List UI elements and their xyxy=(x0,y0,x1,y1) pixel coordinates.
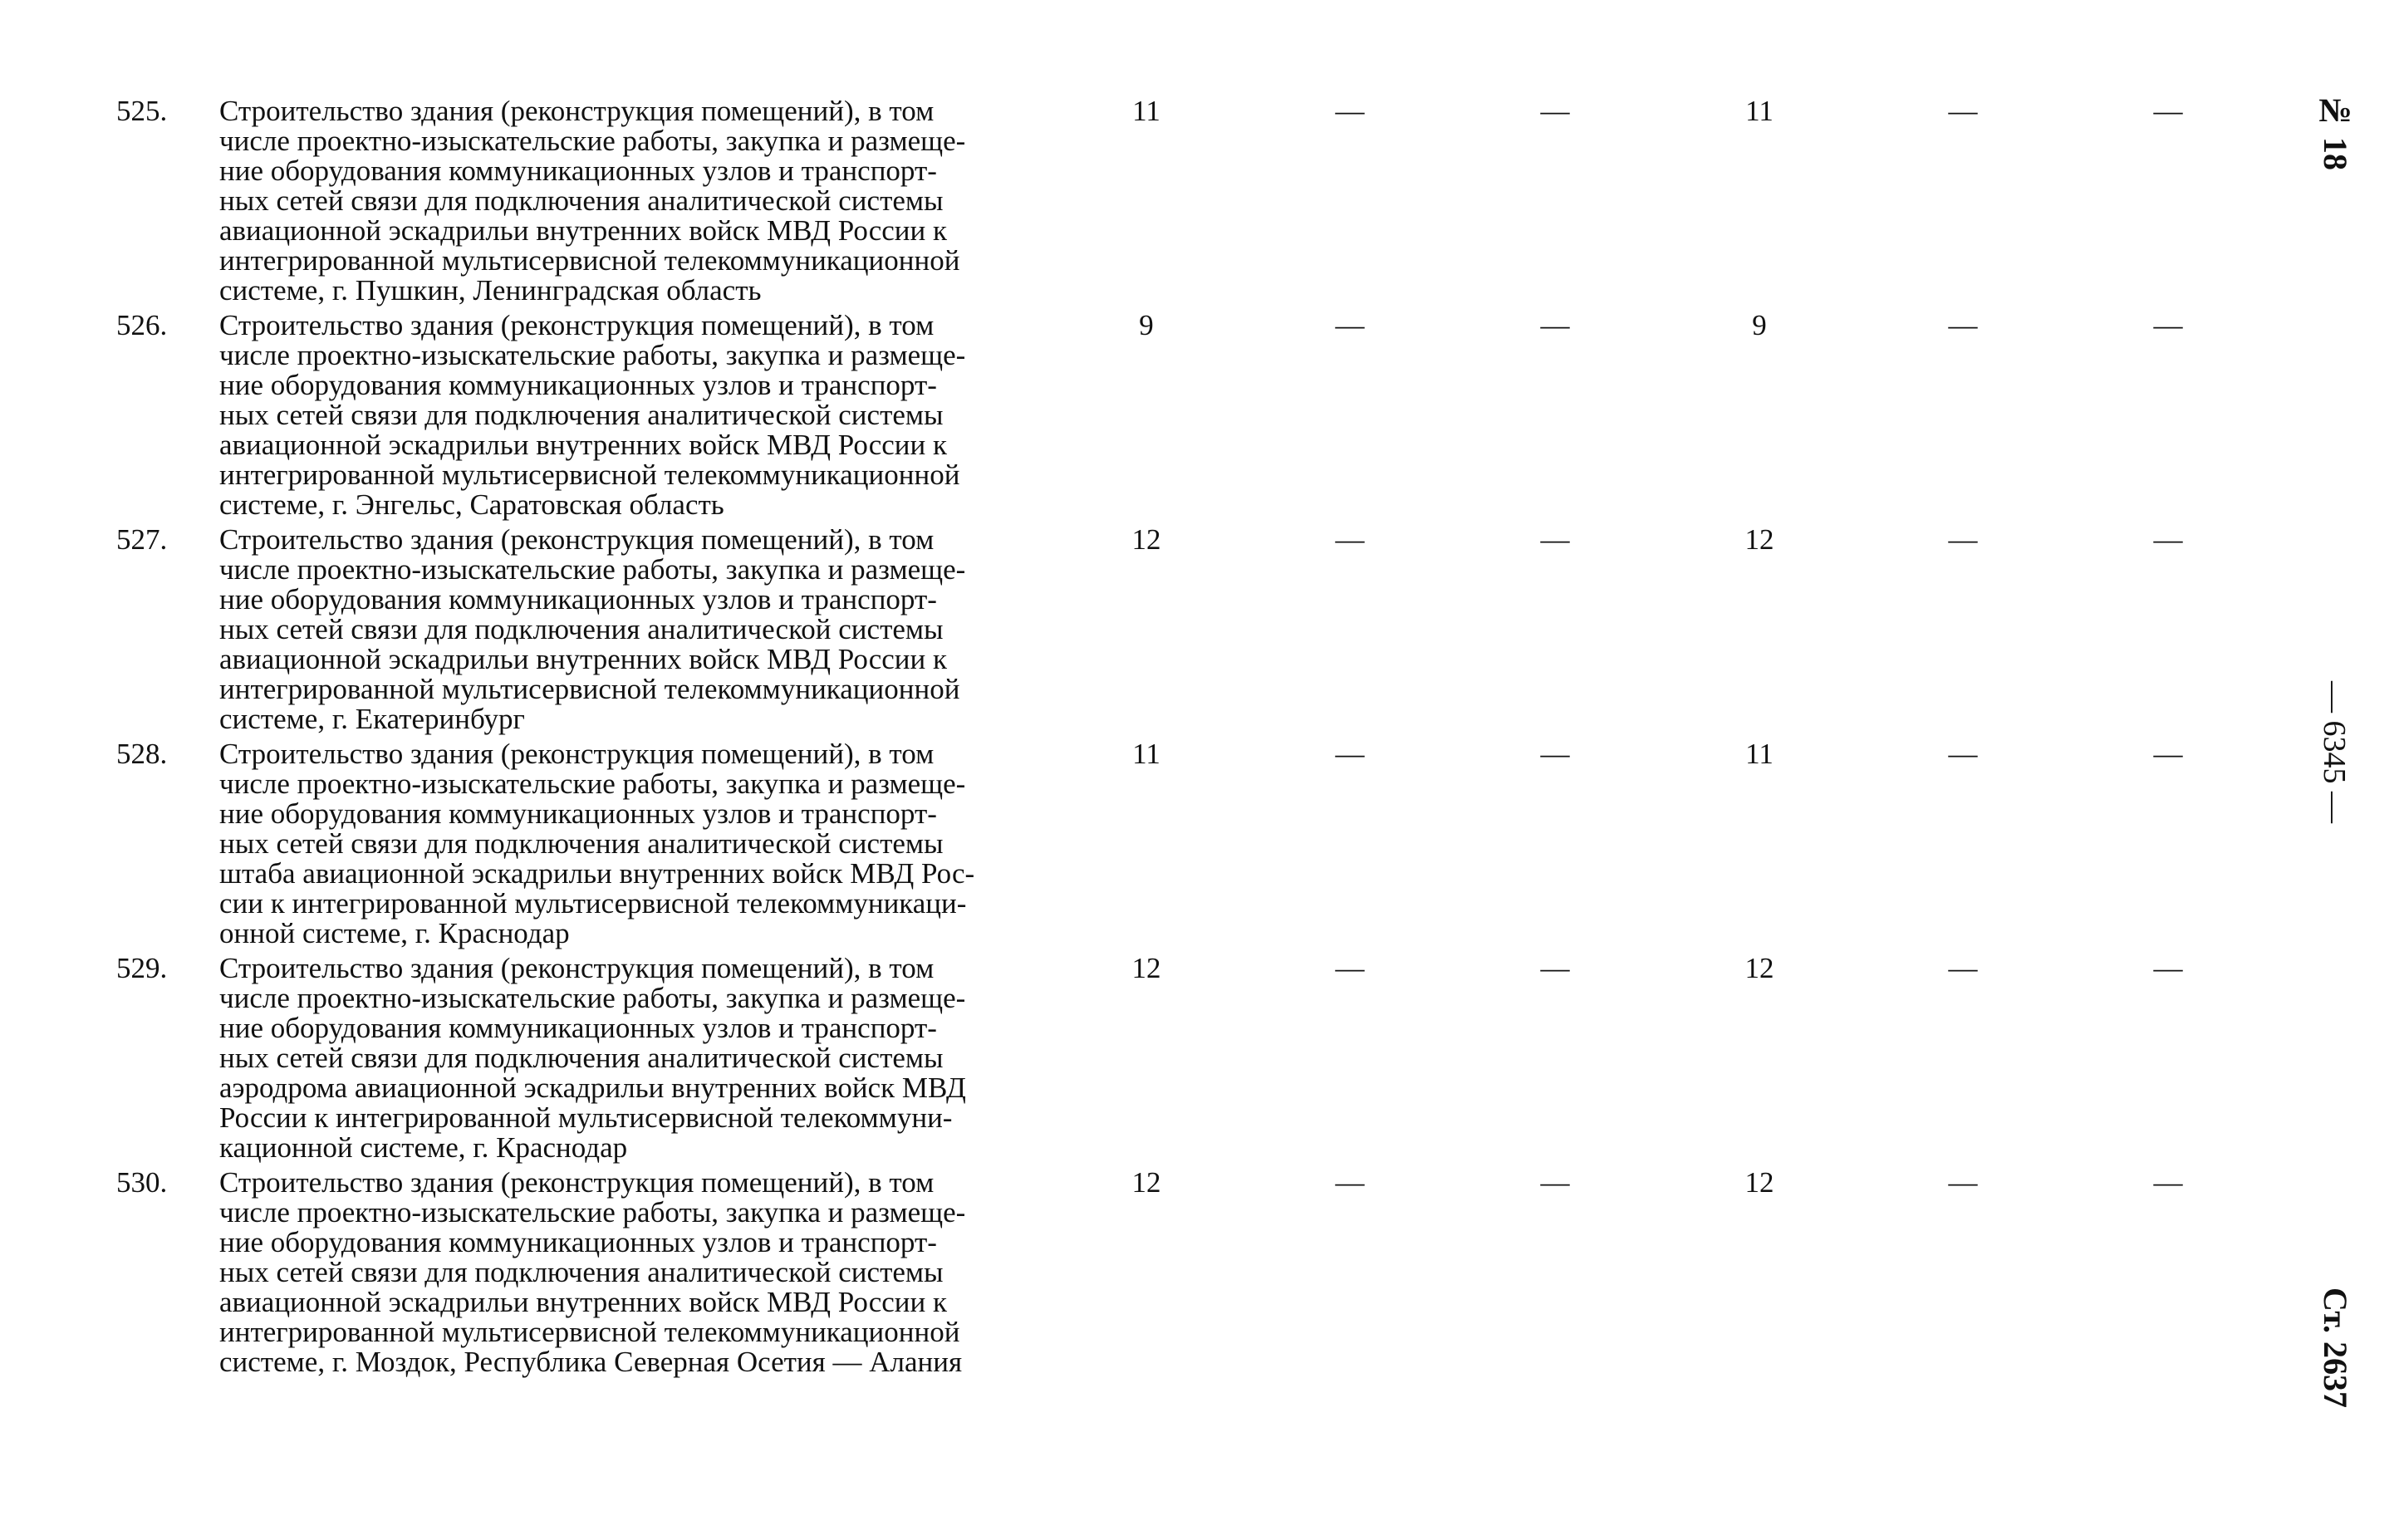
row-value-col-4: 11 xyxy=(1745,738,1774,770)
row-value-col-3: — xyxy=(1540,1166,1570,1199)
row-value-col-2: — xyxy=(1335,1166,1365,1199)
row-value-col-5: — xyxy=(1948,952,1978,984)
row-value-col-4: 12 xyxy=(1744,523,1774,556)
row-value-col-6: — xyxy=(2153,309,2183,341)
row-value-col-5: — xyxy=(1948,523,1978,556)
row-number: 528. xyxy=(116,738,168,770)
row-value-col-1: 9 xyxy=(1139,309,1154,341)
row-value-col-2: — xyxy=(1335,309,1365,341)
table-row xyxy=(0,739,2276,954)
row-value-col-1: 12 xyxy=(1131,523,1161,556)
row-description: Строительство здания (реконструкция помещений), в том числе проектно-изыскательские работы, закупка и размеще- ние оборудования коммуникационных узлов и транспорт- ных сетей связи для подключения аналитической системы авиационной эскадрильи внутренних войск МВД России к интегрированной мультисервисной телекоммуникационной системе, г. Пушкин, Ленинградская область xyxy=(219,95,966,307)
row-description: Строительство здания (реконструкция помещений), в том числе проектно-изыскательские работы, закупка и размеще- ние оборудования коммуникационных узлов и транспорт- ных сетей связи для подключения аналитической системы авиационной эскадрильи внутренних войск МВД России к интегрированной мультисервисной телекоммуникационной системе, г. Екатеринбург xyxy=(219,523,966,735)
row-value-col-6: — xyxy=(2153,1166,2183,1199)
row-value-col-6: — xyxy=(2153,738,2183,770)
row-value-col-2: — xyxy=(1335,523,1365,556)
row-value-col-2: — xyxy=(1335,952,1365,984)
article-number: Ст. 2637 xyxy=(2317,1287,2354,1408)
row-description: Строительство здания (реконструкция помещений), в том числе проектно-изыскательские работы, закупка и размеще- ние оборудования коммуникационных узлов и транспорт- ных сетей связи для подключения аналитической системы авиационной эскадрильи внутренних войск МВД России к интегрированной мультисервисной телекоммуникационной системе, г. Моздок, Республика Северная Осетия — Алания xyxy=(219,1166,966,1378)
row-value-col-3: — xyxy=(1540,738,1570,770)
row-value-col-3: — xyxy=(1540,523,1570,556)
row-number: 525. xyxy=(116,95,168,127)
row-value-col-1: 12 xyxy=(1131,952,1161,984)
table-row xyxy=(0,1168,2276,1382)
row-number: 527. xyxy=(116,523,168,556)
page-number: — 6345 — xyxy=(2317,681,2352,823)
row-value-col-1: 11 xyxy=(1132,95,1160,127)
row-value-col-5: — xyxy=(1948,95,1978,127)
row-number: 529. xyxy=(116,952,168,984)
row-value-col-6: — xyxy=(2153,523,2183,556)
table-row xyxy=(0,311,2276,525)
row-value-col-2: — xyxy=(1335,738,1365,770)
row-value-col-6: — xyxy=(2153,952,2183,984)
row-number: 526. xyxy=(116,309,168,341)
row-description: Строительство здания (реконструкция помещений), в том числе проектно-изыскательские работы, закупка и размеще- ние оборудования коммуникационных узлов и транспорт- ных сетей связи для подключения аналитической системы аэродрома авиационной эскадрильи внутренних войск МВД России к интегрированной мультисервисной телекоммуни- кационной системе, г. Краснодар xyxy=(219,952,966,1164)
row-value-col-1: 11 xyxy=(1132,738,1160,770)
row-value-col-6: — xyxy=(2153,95,2183,127)
row-value-col-5: — xyxy=(1948,309,1978,341)
row-value-col-4: 11 xyxy=(1745,95,1774,127)
table-row xyxy=(0,954,2276,1168)
issue-number: № 18 xyxy=(2317,91,2354,170)
row-value-col-3: — xyxy=(1540,952,1570,984)
table-row xyxy=(0,525,2276,739)
row-value-col-5: — xyxy=(1948,738,1978,770)
row-value-col-3: — xyxy=(1540,309,1570,341)
document-table xyxy=(0,96,2276,1382)
row-value-col-2: — xyxy=(1335,95,1365,127)
row-value-col-5: — xyxy=(1948,1166,1978,1199)
row-value-col-4: 12 xyxy=(1744,1166,1774,1199)
row-number: 530. xyxy=(116,1166,168,1199)
row-value-col-3: — xyxy=(1540,95,1570,127)
row-value-col-1: 12 xyxy=(1131,1166,1161,1199)
row-description: Строительство здания (реконструкция помещений), в том числе проектно-изыскательские работы, закупка и размеще- ние оборудования коммуникационных узлов и транспорт- ных сетей связи для подключения аналитической системы штаба авиационной эскадрильи внутренних войск МВД Рос- сии к интегрированной мультисервисной телекоммуникаци- онной системе, г. Краснодар xyxy=(219,738,975,949)
table-row xyxy=(0,96,2276,311)
row-value-col-4: 12 xyxy=(1744,952,1774,984)
row-value-col-4: 9 xyxy=(1752,309,1767,341)
row-description: Строительство здания (реконструкция помещений), в том числе проектно-изыскательские работы, закупка и размеще- ние оборудования коммуникационных узлов и транспорт- ных сетей связи для подключения аналитической системы авиационной эскадрильи внутренних войск МВД России к интегрированной мультисервисной телекоммуникационной системе, г. Энгельс, Саратовская область xyxy=(219,309,966,521)
